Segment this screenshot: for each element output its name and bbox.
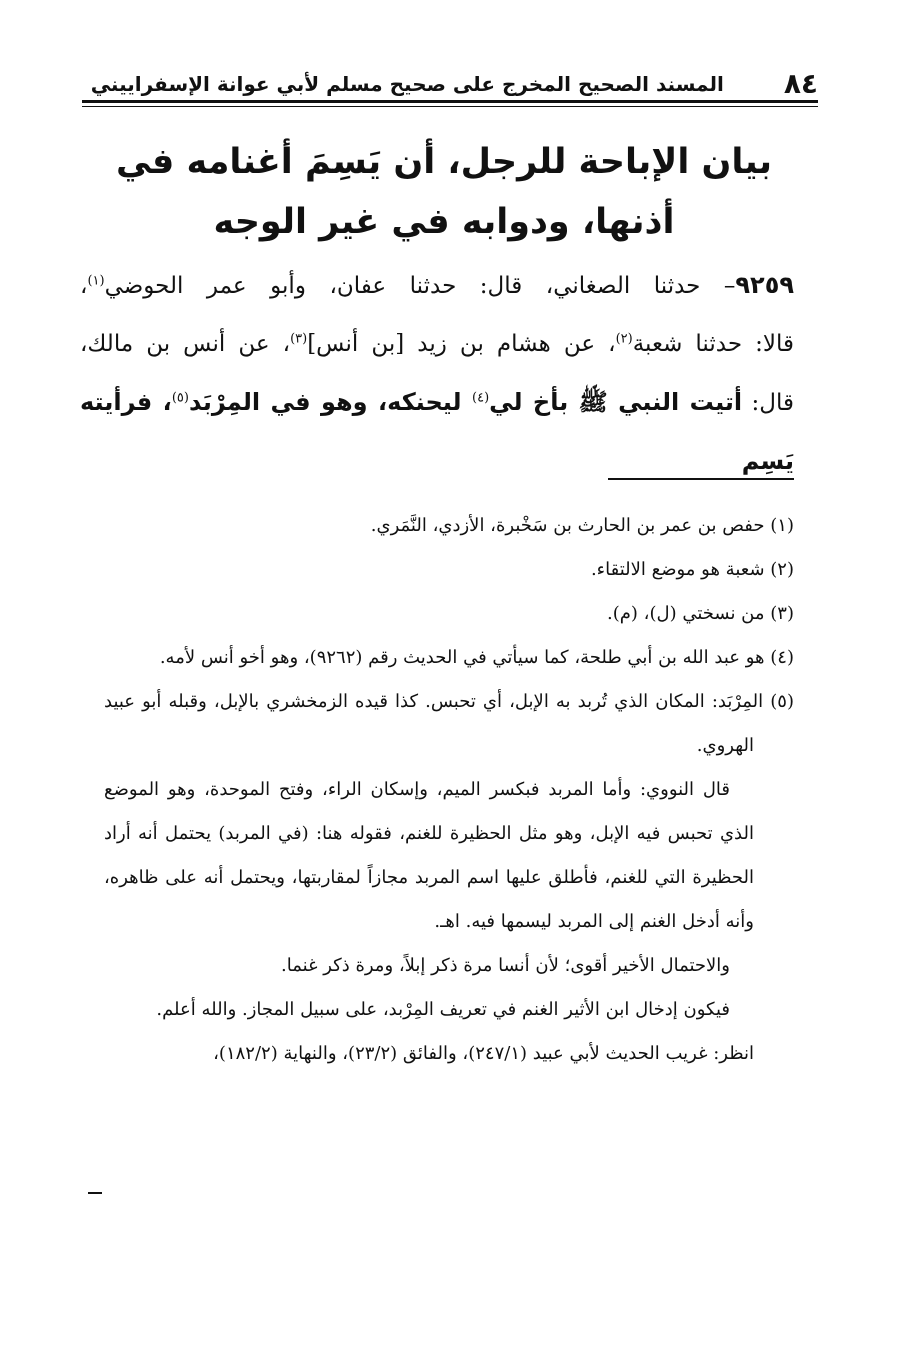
footnote-4 xyxy=(104,636,794,680)
footnote-1 xyxy=(104,504,794,548)
footnote-text: شعبة هو موضع الالتقاء. xyxy=(590,559,765,580)
hadith-number: ٩٢٥٩ xyxy=(735,271,794,299)
header-rule-thick xyxy=(82,100,818,103)
footnote-5-conclusion: فيكون إدخال ابن الأثير الغنم في تعريف المِرْبد، على سبيل المجاز. والله أعلم. xyxy=(156,999,730,1020)
footnote-ref-3[interactable]: (٣) xyxy=(290,331,308,347)
hadith-isnad-1-end: ، xyxy=(80,273,88,299)
footnote-separator xyxy=(608,478,794,480)
running-title: المسند الصحيح المخرج على صحيح مسلم لأبي عوانة الإسفراييني xyxy=(90,72,724,96)
footnote-text: هو عبد الله بن أبي طلحة، كما سيأتي في الحديث رقم (٩٢٦٢)، وهو أخو أنس لأمه. xyxy=(159,647,765,668)
footnote-5-nawawi: قال النووي: وأما المربد فبكسر الميم، وإسكان الراء، وفتح الموحدة، وهو الموضع الذي تحبس فيه الإبل، وهو مثل الحظيرة للغنم، فقوله هنا: (في المربد) يحتمل أنه أراد الحظيرة التي للغنم، فأطلق عليها اسم المربد مجازاً لمقاربتها، ويحتمل أنه على ظاهره، وأنه أدخل الغنم إلى المربد ليسمها فيه. اهـ. xyxy=(104,779,754,932)
footnote-marker: (٣) xyxy=(770,603,794,624)
hadith-line-1 xyxy=(80,256,794,315)
footnote-5-comment: والاحتمال الأخير أقوى؛ لأن أنسا مرة ذكر إبلاً، ومرة ذكر غنما. xyxy=(281,955,730,976)
footnote-5-references: انظر: غريب الحديث لأبي عبيد (٢٤٧/١)، والفائق (٢٣/٢)، والنهاية (١٨٢/٢)، xyxy=(213,1043,754,1064)
footnote-3 xyxy=(104,592,794,636)
hadith-isnad-1: – حدثنا الصغاني، قال: حدثنا عفان، وأبو عمر الحوضي xyxy=(104,273,736,299)
hadith-matn-b: ليحنكه، وهو في المِرْبَد xyxy=(188,388,473,416)
chapter-title: بيان الإباحة للرجل، أن يَسِمَ أغنامه في أذنها، ودوابه في غير الوجه xyxy=(116,142,772,242)
footnote-2 xyxy=(104,548,794,592)
footnotes xyxy=(104,504,794,1076)
footnote-text: المِرْبَد: المكان الذي تُربد به الإبل، أي تحبس. كذا قيده الزمخشري بالإبل، وقبله أبو عبيد الهروي. xyxy=(104,691,764,756)
hadith-text xyxy=(80,256,794,491)
footnote-ref-5[interactable]: (٥) xyxy=(171,390,189,406)
hadith-qala: قال: xyxy=(742,390,794,416)
footnote-ref-2[interactable]: (٢) xyxy=(615,331,633,347)
footnote-text: من نسختي (ل)، (م). xyxy=(607,603,765,624)
footnote-text: حفص بن عمر بن الحارث بن سَخْبرة، الأزدي، النَّمَري. xyxy=(370,515,765,536)
footnote-marker: (٥) xyxy=(770,691,794,712)
hadith-line-2 xyxy=(80,315,794,373)
footnote-ref-4[interactable]: (٤) xyxy=(472,390,490,406)
footnote-ref-1[interactable]: (١) xyxy=(87,273,105,289)
footnote-5 xyxy=(104,680,794,768)
footnote-marker: (١) xyxy=(770,515,794,536)
hadith-isnad-2b: ، عن هشام بن زيد [بن أنس] xyxy=(307,331,616,357)
continuation-dash xyxy=(88,1192,102,1194)
hadith-line-3 xyxy=(80,373,794,491)
hadith-isnad-2c: ، عن أنس بن مالك، xyxy=(80,331,291,357)
hadith-isnad-2a: قالا: حدثنا شعبة xyxy=(632,331,794,357)
footnote-marker: (٢) xyxy=(770,559,794,580)
running-header xyxy=(82,52,818,98)
hadith-matn-c: ، فرأيته يَسِم xyxy=(80,388,794,475)
footnote-marker: (٤) xyxy=(770,647,794,668)
page-number: ٨٤ xyxy=(783,67,818,100)
header-rule-thin xyxy=(82,106,818,107)
hadith-matn-a: أتيت النبي ﷺ بأخ لي xyxy=(489,388,743,416)
